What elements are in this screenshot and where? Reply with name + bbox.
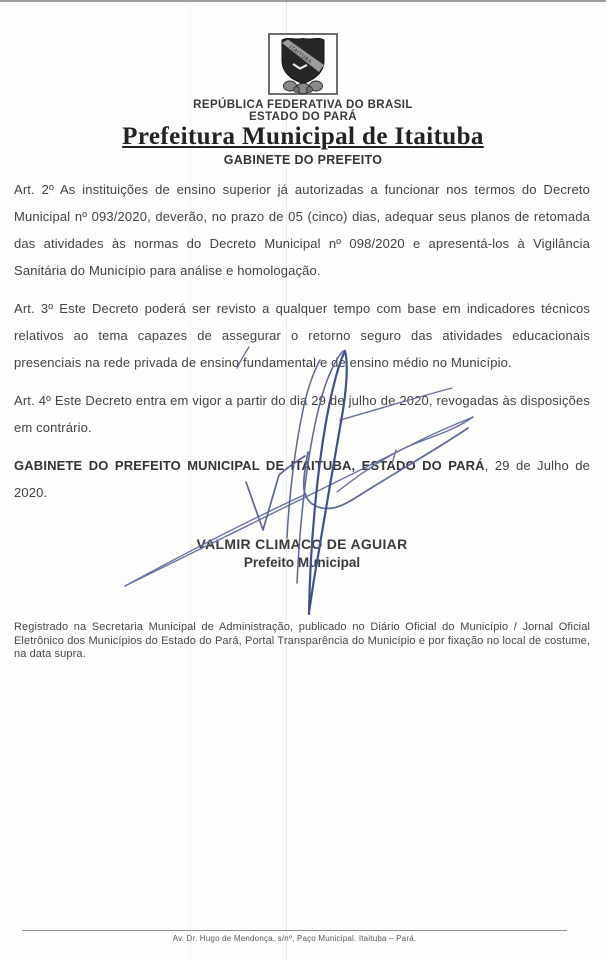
crest-banner-label: ITAITUBA: [287, 44, 313, 66]
signature-block: [14, 536, 590, 571]
office-subtitle: GABINETE DO PREFEITO: [223, 153, 383, 167]
municipality-title: Prefeitura Municipal de Itaituba: [122, 123, 484, 150]
signer-name: VALMIR CLIMACO DE AGUIAR: [196, 536, 408, 552]
article-2-paragraph: Art. 2º As instituições de ensino superior já autorizadas a funcionar nos termos do Decreto Municipal nº 093/2020, deverão, no prazo de 05 (cinco) dias, adequar seus planos de retomada das atividades às normas do Decreto Municipal nº 098/2020 e apresentá-los à Vigilância Sanitária do Município para análise e homologação.: [14, 182, 590, 278]
municipal-address: Av. Dr. Hugo de Mendonça, s/nº, Paço Municipal. Itaituba – Pará.: [172, 934, 417, 943]
letterhead: [0, 0, 606, 167]
republic-line: REPÚBLICA FEDERATIVA DO BRASIL: [193, 99, 413, 111]
decree-body: [0, 167, 606, 662]
state-line: ESTADO DO PARÁ: [248, 111, 358, 123]
coat-of-arms-icon: [268, 33, 338, 95]
signer-role: Prefeito Municipal: [243, 555, 361, 570]
registration-note: Registrado na Secretaria Municipal de Administração, publicado no Diário Oficial do Município / Jornal Oficial Eletrônico dos Municípios do Estado do Pará, Portal Transparência do Município e por fixação no local de costume, na data supra.: [14, 621, 590, 660]
article-4-paragraph: Art. 4º Este Decreto entra em vigor a partir do dia 29 de julho de 2020, revogadas às disposições em contrário.: [14, 393, 590, 435]
closing-dateline-paragraph: [14, 452, 590, 506]
closing-dateline-date: , 29 de Julho de 2020.: [14, 458, 590, 500]
page-footer: [22, 930, 567, 943]
article-3-paragraph: Art. 3º Este Decreto poderá ser revisto a qualquer tempo com base em indicadores técnicos relativos ao tema capazes de assegurar o retorno seguro das atividades educacionais presenciais na rede privada de ensino fundamental e de ensino médio no Município.: [14, 301, 590, 370]
closing-dateline-bold: GABINETE DO PREFEITO MUNICIPAL DE ITAITUBA, ESTADO DO PARÁ: [14, 458, 485, 473]
